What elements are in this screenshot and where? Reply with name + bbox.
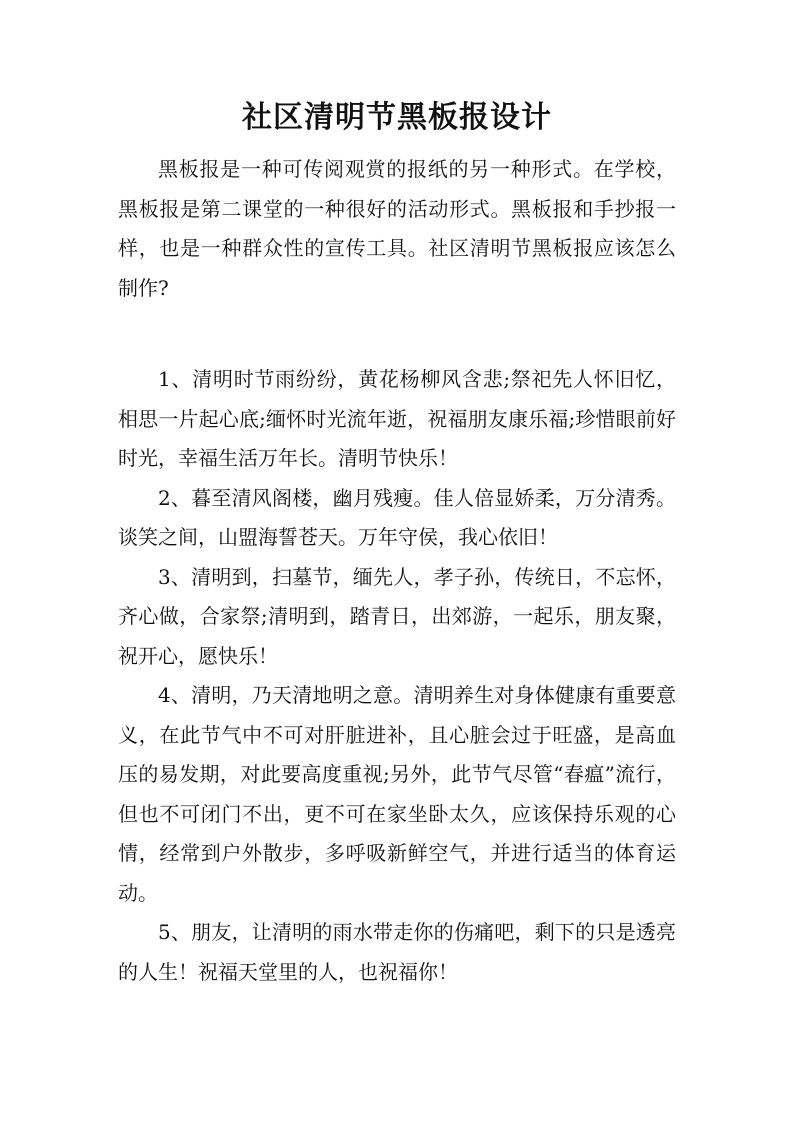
blessing-item-4: 4、清明，乃天清地明之意。清明养生对身体健康有重要意义，在此节气中不可对肝脏进补，且心脏会过于旺盛，是高血压的易发期，对此要高度重视;另外，此节气尽管“春瘟”流行，但也不可闭门不出，更不可在家坐卧太久，应该保持乐观的心情，经常到户外散步，多呼吸新鲜空气，并进行适当的体育运动。 bbox=[118, 683, 676, 905]
paragraph-spacer bbox=[118, 308, 676, 360]
intro-paragraph: 黑板报是一种可传阅观赏的报纸的另一种形式。在学校，黑板报是第二课堂的一种很好的活动形式。黑板报和手抄报一样，也是一种群众性的宣传工具。社区清明节黑板报应该怎么制作? bbox=[118, 157, 676, 300]
blessing-item-1: 1、清明时节雨纷纷，黄花杨柳风含悲;祭祀先人怀旧忆，相思一片起心底;缅怀时光流年逝，祝福朋友康乐福;珍惜眼前好时光，幸福生活万年长。清明节快乐！ bbox=[118, 367, 676, 470]
blessing-item-2: 2、暮至清风阁楼，幽月残瘦。佳人倍显娇柔，万分清秀。谈笑之间，山盟海誓苍天。万年守侯，我心依旧！ bbox=[118, 485, 676, 549]
blessing-item-3: 3、清明到，扫墓节，缅先人，孝子孙，传统日，不忘怀，齐心做，合家祭;清明到，踏青日，出郊游，一起乐，朋友聚，祝开心，愿快乐！ bbox=[118, 564, 676, 668]
blessing-item-5: 5、朋友，让清明的雨水带走你的伤痛吧，剩下的只是透亮的人生！祝福天堂里的人，也祝福你！ bbox=[118, 920, 676, 984]
document-title: 社区清明节黑板报设计 bbox=[242, 100, 552, 135]
